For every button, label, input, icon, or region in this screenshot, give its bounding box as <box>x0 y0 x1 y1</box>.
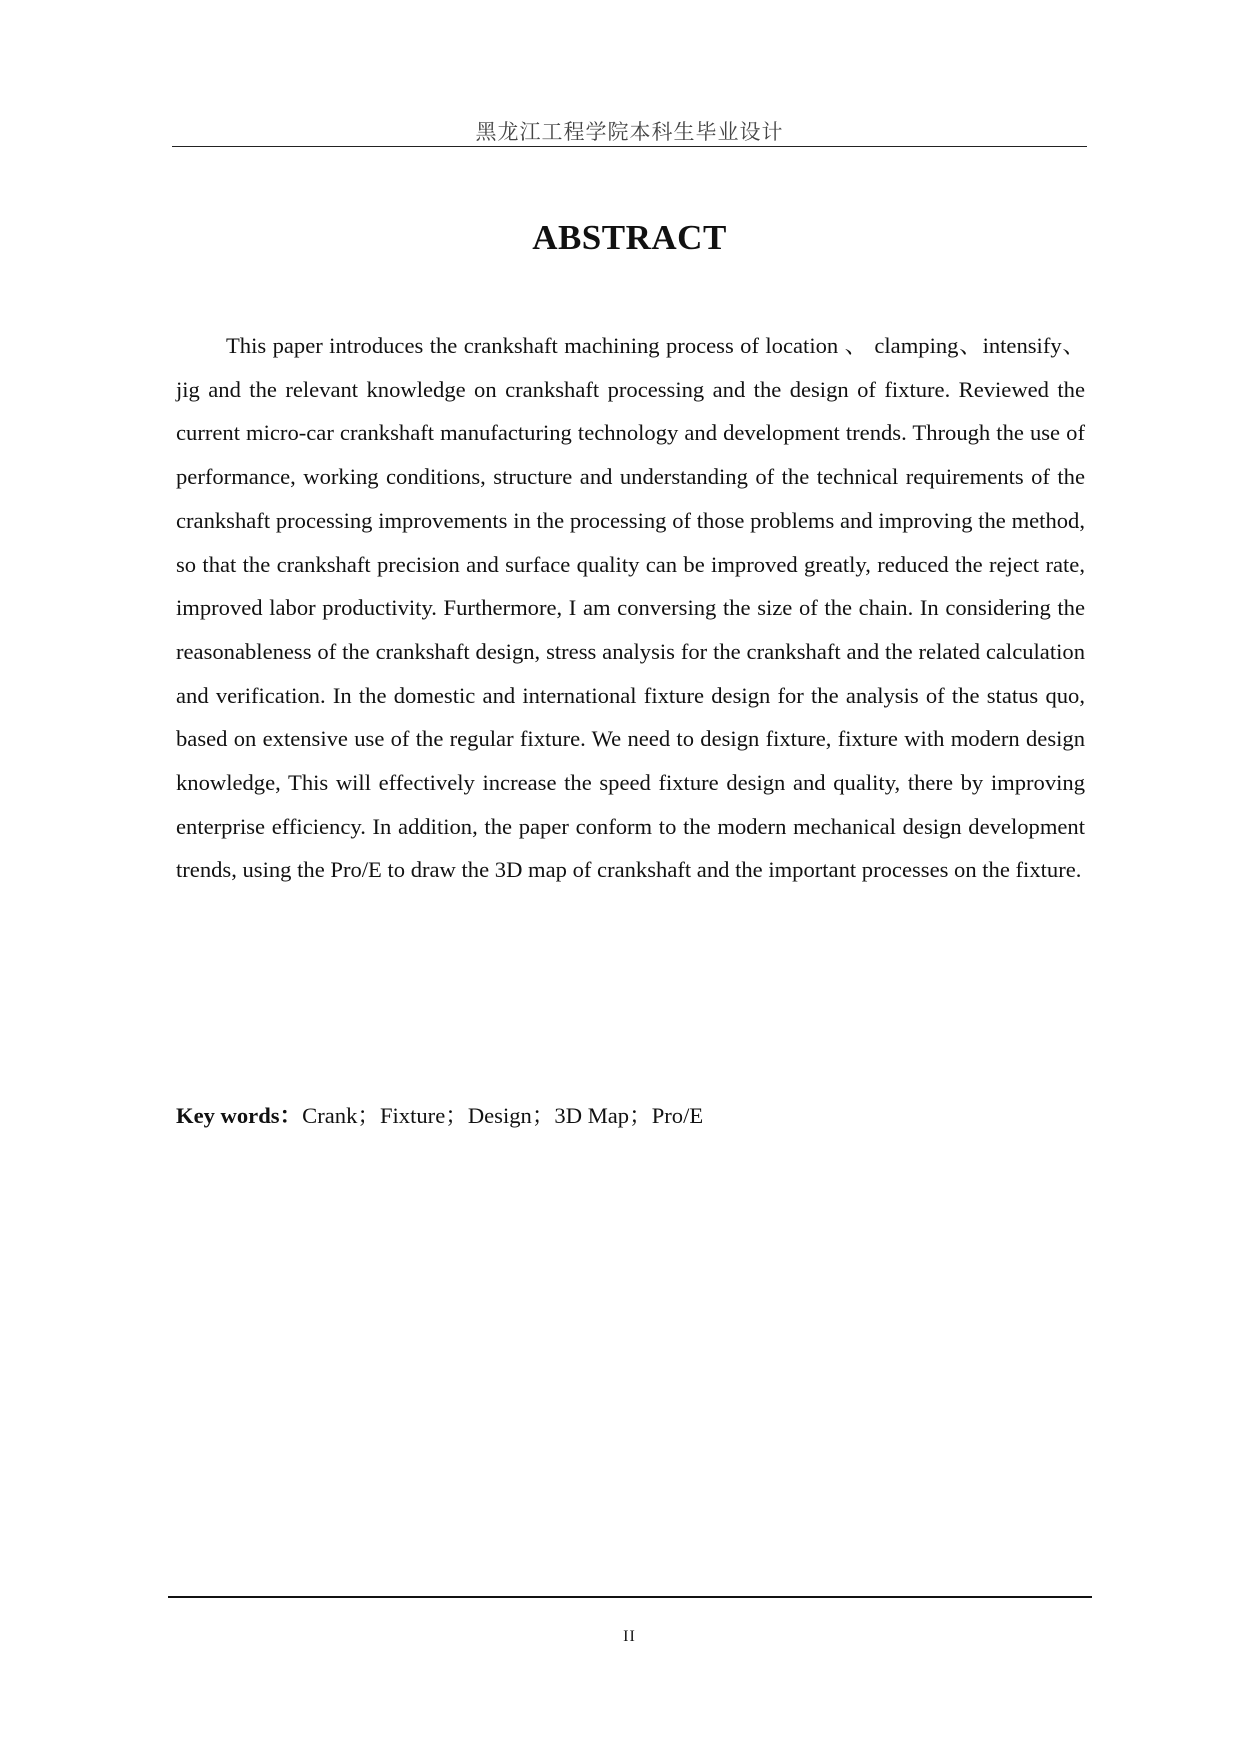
header-divider <box>172 146 1087 147</box>
footer-divider <box>168 1596 1092 1598</box>
abstract-paragraph: This paper introduces the crankshaft machining process of location 、 clamping、intensify、jig and the relevant knowledge on crankshaft processing and the design of fixture. Reviewed the current micro-car crankshaft manufacturing technology and development trends. Through the use of performance, working conditions, structure and understanding of the technical requirements of the crankshaft processing improvements in the processing of those problems and improving the method, so that the crankshaft precision and surface quality can be improved greatly, reduced the reject rate, improved labor productivity. Furthermore, I am conversing the size of the chain. In considering the reasonableness of the crankshaft design, stress analysis for the crankshaft and the related calculation and verification. In the domestic and international fixture design for the analysis of the status quo, based on extensive use of the regular fixture. We need to design fixture, fixture with modern design knowledge, This will effectively increase the speed fixture design and quality, there by improving enterprise efficiency. In addition, the paper conform to the modern mechanical design development trends, using the Pro/E to draw the 3D map of crankshaft and the important processes on the fixture. <box>176 333 1085 883</box>
keywords-list: Crank；Fixture；Design；3D Map；Pro/E <box>302 1103 704 1128</box>
page-number: II <box>623 1628 636 1645</box>
keywords-line <box>176 1094 1085 1138</box>
running-header: 黑龙江工程学院本科生毕业设计 <box>475 120 784 144</box>
keywords-label: Key words： <box>176 1103 303 1128</box>
page-title: ABSTRACT <box>532 218 727 257</box>
